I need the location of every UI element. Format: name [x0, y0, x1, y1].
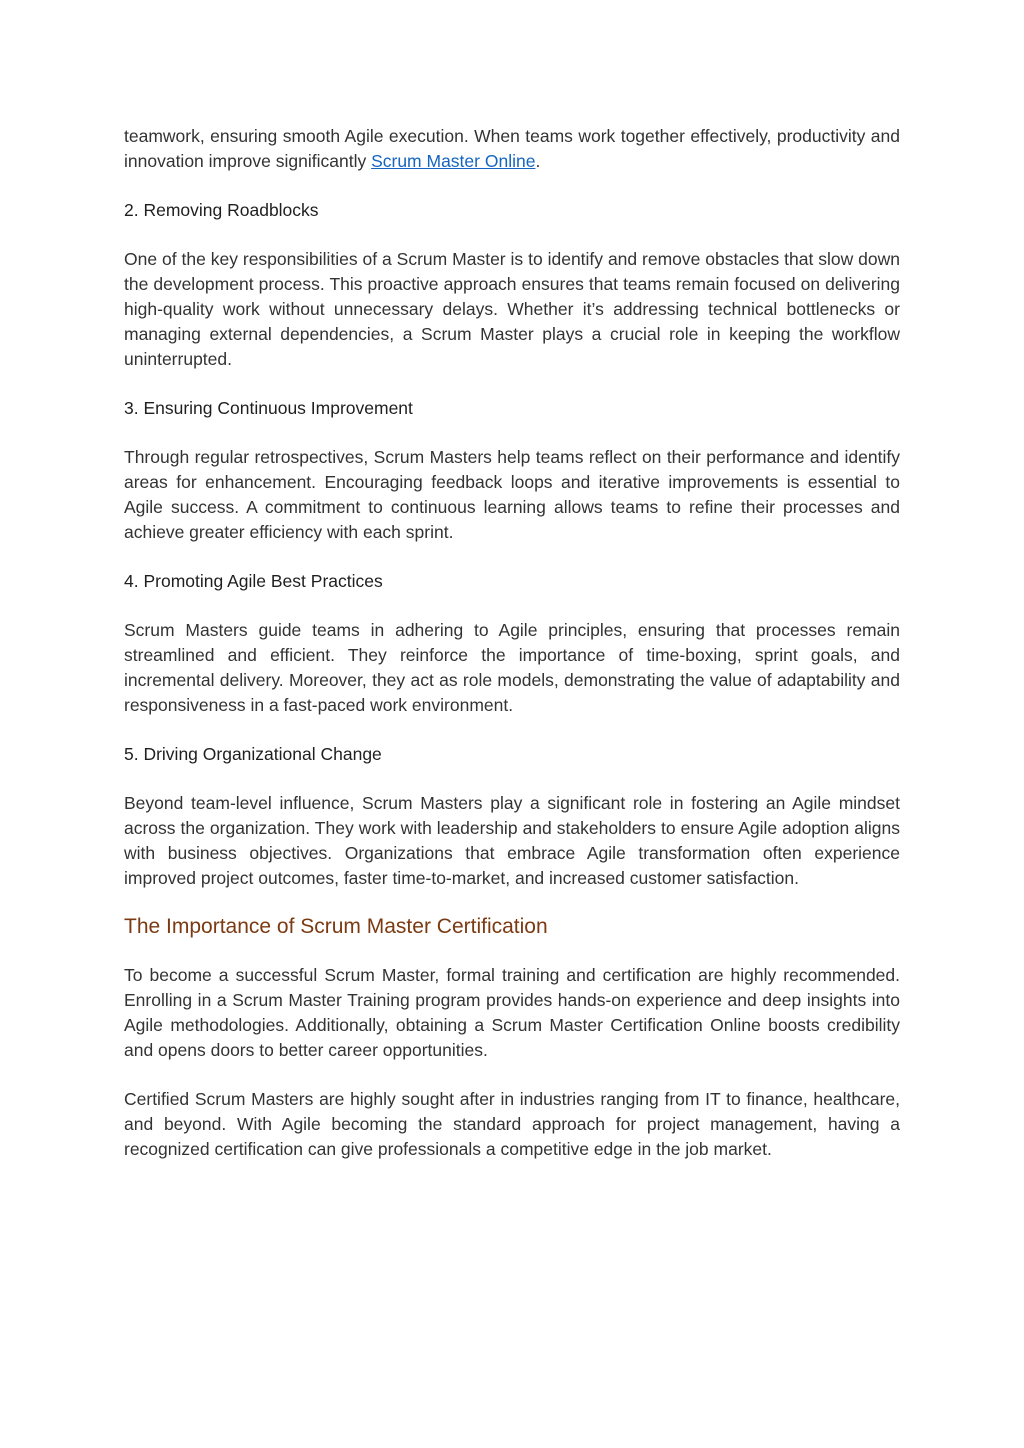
section-body-continuous-improvement: Through regular retrospectives, Scrum Masters help teams reflect on their performance and identify areas for enhancement. Encouraging feedback loops and iterative improvements is essential to Agile success. A commitment to continuous learning allows teams to refine their processes and achieve greater efficiency with each sprint. — [124, 447, 900, 542]
intro-paragraph — [124, 124, 900, 174]
section-body-organizational-change: Beyond team-level influence, Scrum Masters play a significant role in fostering an Agile mindset across the organization. They work with leadership and stakeholders to ensure Agile adoption aligns with business objectives. Organizations that embrace Agile transformation often experience improved project outcomes, faster time-to-market, and increased customer satisfaction. — [124, 793, 900, 888]
section-heading-continuous-improvement: 3. Ensuring Continuous Improvement — [124, 398, 413, 418]
scrum-master-online-link[interactable]: Scrum Master Online — [371, 151, 536, 171]
intro-trail: . — [535, 151, 541, 171]
section-heading-organizational-change: 5. Driving Organizational Change — [124, 744, 382, 764]
section-heading-agile-best-practices: 4. Promoting Agile Best Practices — [124, 571, 383, 591]
certification-paragraph-1: To become a successful Scrum Master, formal training and certification are highly recommended. Enrolling in a Scrum Master Training program provides hands-on experience and deep insights into Agile methodologies. Additionally, obtaining a Scrum Master Certification Online boosts credibility and opens doors to better career opportunities. — [124, 965, 900, 1060]
certification-paragraph-2: Certified Scrum Masters are highly sought after in industries ranging from IT to finance, healthcare, and beyond. With Agile becoming the standard approach for project management, having a recognized certification can give professionals a competitive edge in the job market. — [124, 1089, 900, 1159]
document-page — [124, 124, 900, 1162]
section-body-agile-best-practices: Scrum Masters guide teams in adhering to Agile principles, ensuring that processes remain streamlined and efficient. They reinforce the importance of time-boxing, sprint goals, and incremental delivery. Moreover, they act as role models, demonstrating the value of adaptability and responsiveness in a fast-paced work environment. — [124, 620, 900, 715]
section-heading-removing-roadblocks: 2. Removing Roadblocks — [124, 200, 319, 220]
certification-section-title: The Importance of Scrum Master Certification — [124, 915, 548, 938]
intro-text: teamwork, ensuring smooth Agile execution. When teams work together effectively, productivity and innovation improve significantly — [124, 126, 900, 171]
section-body-removing-roadblocks: One of the key responsibilities of a Scrum Master is to identify and remove obstacles that slow down the development process. This proactive approach ensures that teams remain focused on delivering high-quality work without unnecessary delays. Whether it’s addressing technical bottlenecks or managing external dependencies, a Scrum Master plays a crucial role in keeping the workflow uninterrupted. — [124, 249, 900, 369]
